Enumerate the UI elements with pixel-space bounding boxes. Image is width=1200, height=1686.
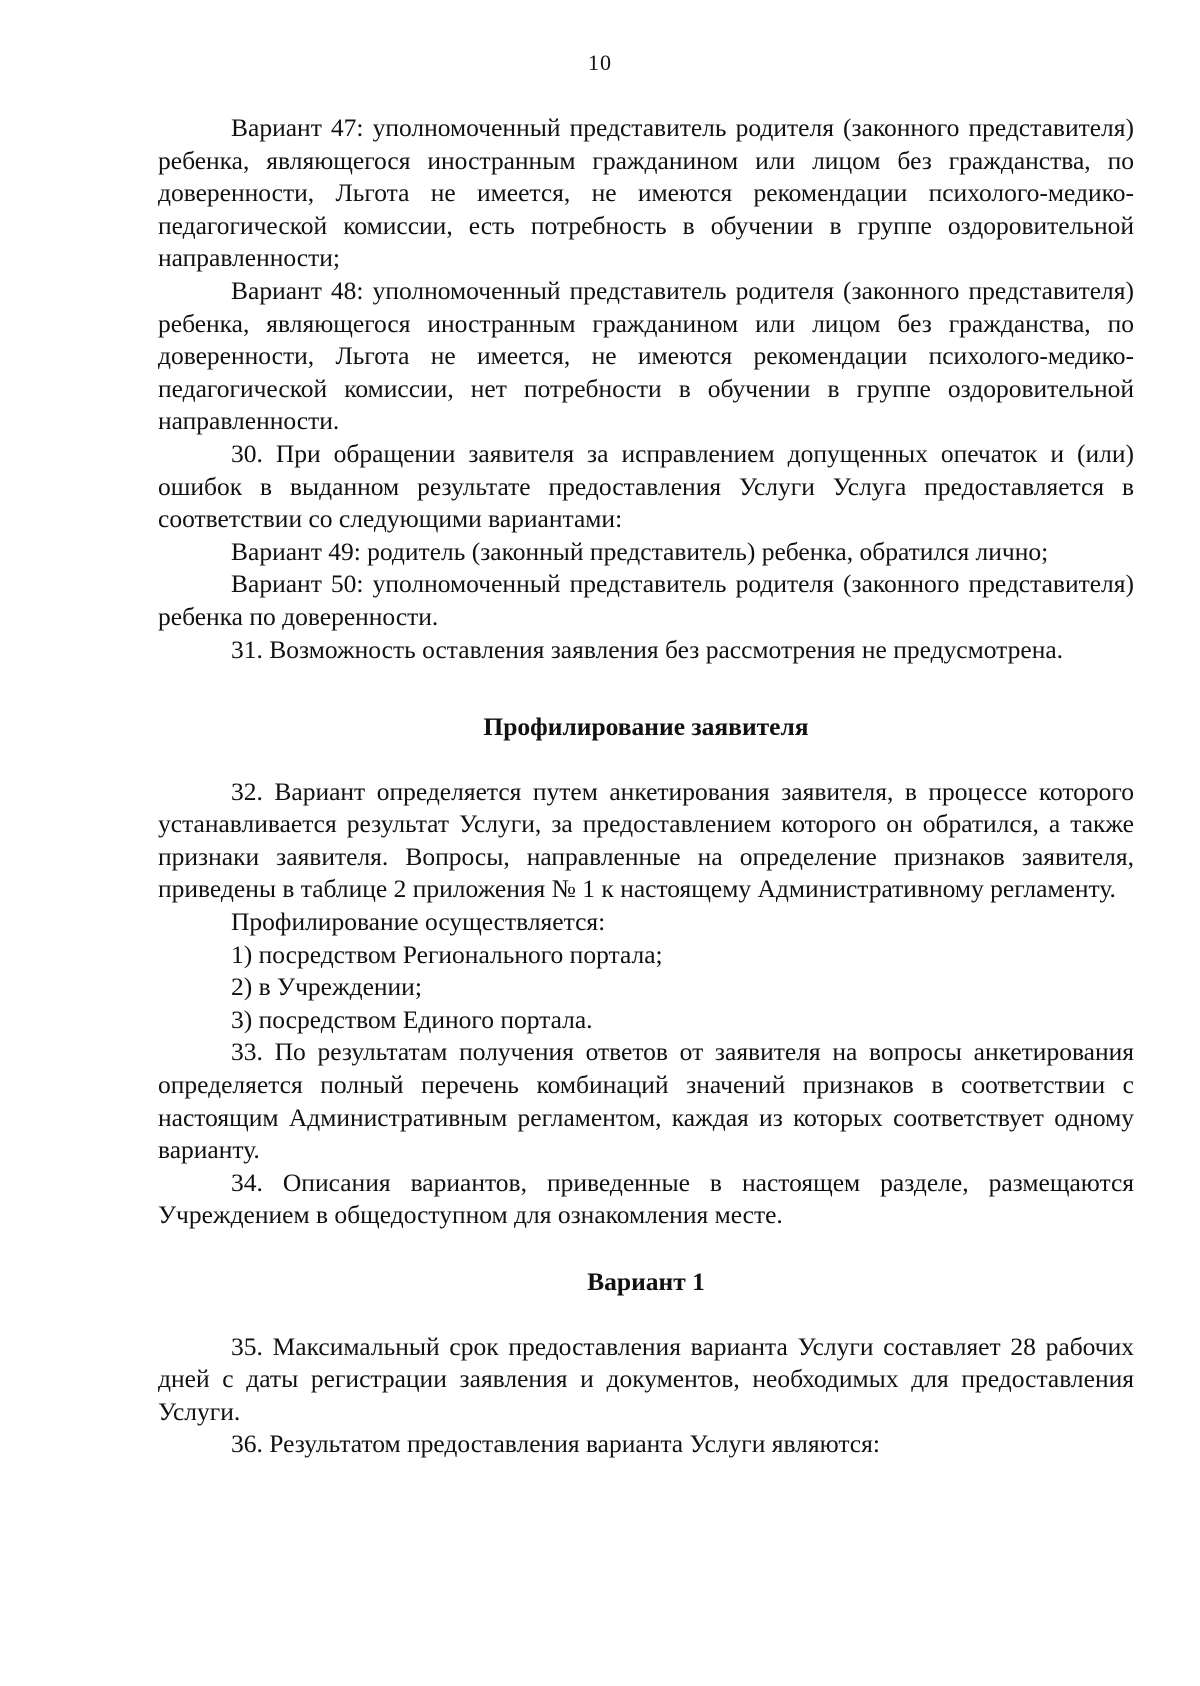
paragraph-item-32: 32. Вариант определяется путем анкетирования заявителя, в процессе которого устанавливается результат Услуги, за предоставлением которого он обратился, а также признаки заявителя. Вопросы, направленные на определение признаков заявителя, приведены в таблице 2 приложения № 1 к настоящему Административному регламенту. (158, 776, 1134, 904)
document-body (158, 112, 1134, 1461)
paragraph-variant-48: Вариант 48: уполномоченный представитель родителя (законного представителя) ребенка, являющегося иностранным гражданином или лицом без гражданства, по доверенности, Льгота не имеется, не имеются рекомендации психолого-медико-педагогической комиссии, нет потребности в обучении в группе оздоровительной направленности. (158, 275, 1134, 436)
list-item-unified-portal: 3) посредством Единого портала. (231, 1004, 593, 1034)
paragraph-item-35: 35. Максимальный срок предоставления варианта Услуги составляет 28 рабочих дней с даты регистрации заявления и документов, необходимых для предоставления Услуги. (158, 1331, 1134, 1426)
paragraph-variant-50: Вариант 50: уполномоченный представитель родителя (законного представителя) ребенка по доверенности. (158, 569, 1134, 631)
list-item-institution: 2) в Учреждении; (231, 972, 422, 1002)
section-heading-profiling: Профилирование заявителя (483, 712, 809, 742)
section-heading-variant-1: Вариант 1 (587, 1267, 705, 1296)
list-item-regional-portal: 1) посредством Регионального портала; (231, 939, 663, 969)
paragraph-profiling-intro: Профилирование осуществляется: (231, 907, 606, 937)
paragraph-variant-47: Вариант 47: уполномоченный представитель родителя (законного представителя) ребенка, являющегося иностранным гражданином или лицом без гражданства, по доверенности, Льгота не имеется, не имеются рекомендации психолого-медико-педагогической комиссии, есть потребность в обучении в группе оздоровительной направленности; (158, 113, 1134, 273)
paragraph-item-30: 30. При обращении заявителя за исправлением допущенных опечаток и (или) ошибок в выданном результате предоставления Услуги Услуга предоставляется в соответствии со следующими вариантами: (158, 438, 1134, 534)
paragraph-item-31: 31. Возможность оставления заявления без рассмотрения не предусмотрена. (231, 634, 1064, 664)
paragraph-item-36: 36. Результатом предоставления варианта Услуги являются: (231, 1429, 880, 1459)
page-number: 10 (588, 50, 612, 75)
paragraph-item-33: 33. По результатам получения ответов от заявителя на вопросы анкетирования определяется полный перечень комбинаций значений признаков в соответствии с настоящим Административным регламентом, каждая из которых соответствует одному варианту. (158, 1037, 1134, 1165)
paragraph-variant-49: Вариант 49: родитель (законный представитель) ребенка, обратился лично; (231, 536, 1049, 566)
paragraph-item-34: 34. Описания вариантов, приведенные в настоящем разделе, размещаются Учреждением в общедоступном для ознакомления месте. (158, 1167, 1134, 1230)
